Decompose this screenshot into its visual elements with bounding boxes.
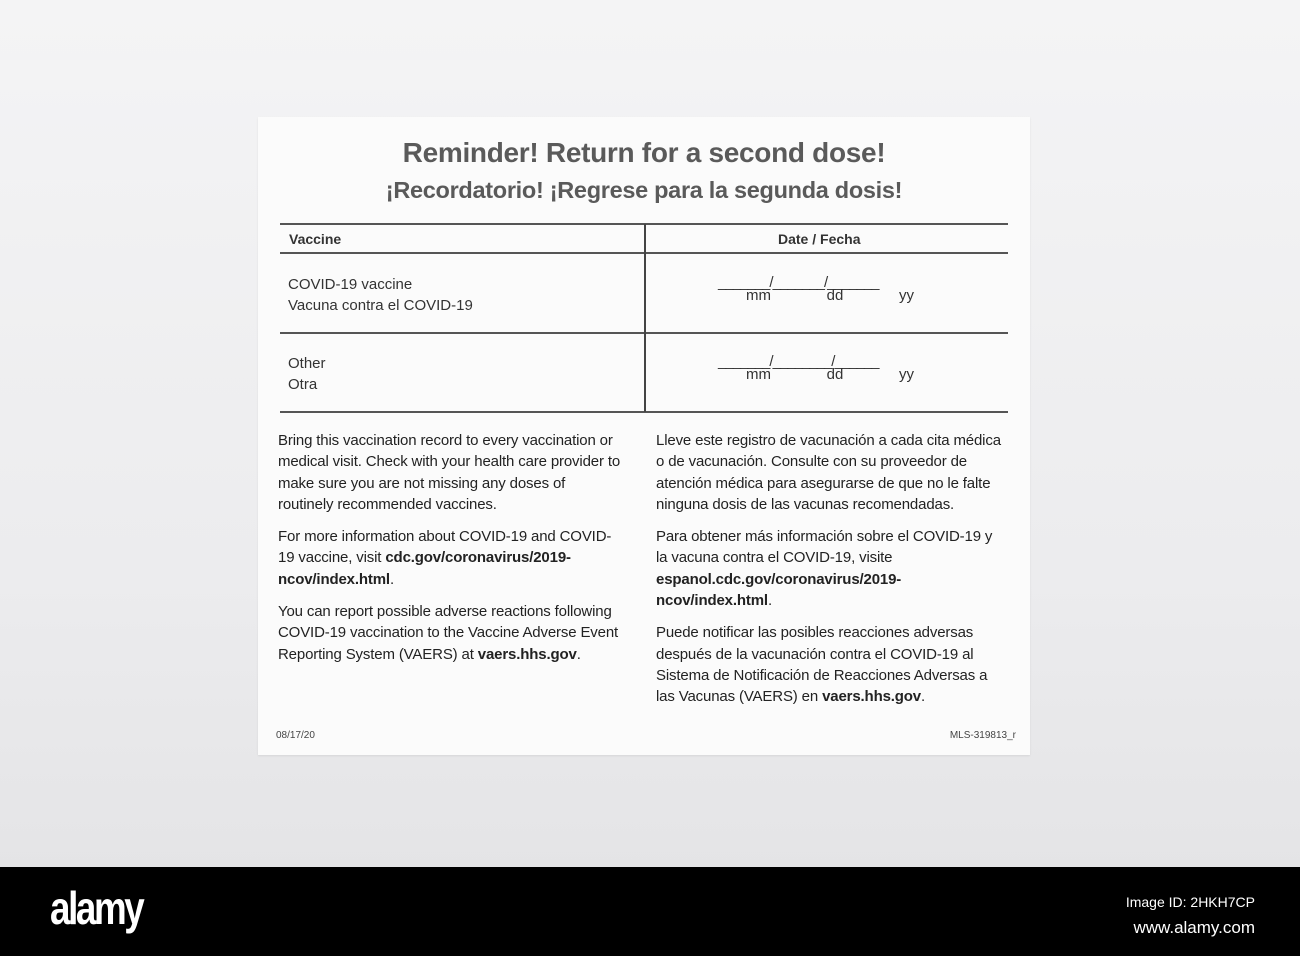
paragraph: Puede notificar las posibles reacciones adversas después de la vacunación contra el COVID-19 al Sistema de Notificación de Reacciones Adversas a las Vacunas (VAERS) en vaers.hhs.gov.: [656, 624, 988, 706]
cdc-link[interactable]: cdc.gov/coronavirus/2019-ncov/index.html: [278, 549, 571, 588]
vaers-link[interactable]: vaers.hhs.gov: [822, 688, 922, 706]
paragraph: For more information about COVID-19 and COVID-19 vaccine, visit cdc.gov/coronavirus/2019-ncov/index.html.: [278, 528, 612, 588]
yy-label: yy: [899, 287, 914, 304]
site-url: www.alamy.com: [1133, 918, 1255, 937]
image-id: Image ID: 2HKH7CP: [1125, 894, 1255, 910]
paragraph: Lleve este registro de vacunación a cada cita médica o de vacunación. Consulte con su proveedor de atención médica para asegurarse de que no le falte ninguna dosis de las vacunas recomendadas.: [656, 432, 1001, 513]
footer-code: MLS-319813_r: [949, 730, 1016, 741]
vaccine-name-en: COVID-19 vaccine: [288, 276, 413, 293]
reminder-card: [258, 117, 1030, 755]
other-en: Other: [288, 355, 326, 372]
footer-date: 08/17/20: [276, 730, 315, 741]
vaers-link[interactable]: vaers.hhs.gov: [477, 645, 577, 663]
date-blank: _______/_______/_______: [718, 274, 879, 291]
cdc-espanol-link[interactable]: espanol.cdc.gov/coronavirus/2019-ncov/index.html: [656, 570, 902, 610]
dd-label: dd: [826, 287, 844, 304]
mm-label: mm: [746, 366, 771, 383]
alamy-logo: alamy: [50, 882, 143, 934]
yy-label: yy: [899, 366, 914, 383]
title-spanish: ¡Recordatorio! ¡Regrese para la segunda dosis!: [385, 177, 903, 203]
table-row-other: [288, 353, 326, 395]
table-row-vaccine: [288, 274, 473, 316]
instructions-spanish: [656, 430, 1001, 719]
text: For more information about COVID-19 and COVID-19 vaccine, visit: [278, 528, 612, 567]
dd-label: dd: [826, 366, 844, 383]
watermark-bar: [0, 867, 1300, 956]
date-field-other[interactable]: [718, 353, 938, 383]
instructions-english: [278, 430, 623, 676]
date-field-covid[interactable]: [718, 274, 938, 304]
date-blank: _______/________/______: [718, 353, 879, 370]
header-date: Date / Fecha: [778, 231, 861, 247]
text: Para obtener más información sobre el COVID-19 y la vacuna contra el COVID-19, visite: [656, 528, 993, 567]
other-es: Otra: [288, 376, 318, 393]
paragraph: You can report possible adverse reactions following COVID-19 vaccination to the Vaccine Adverse Event Reporting System (VAERS) at vaers.hhs.gov.: [278, 603, 619, 663]
image-info: [1126, 889, 1255, 941]
text: You can report possible adverse reactions following COVID-19 vaccination to the Vaccine Adverse Event Reporting System (VAERS) at: [278, 603, 619, 663]
title-english: Reminder! Return for a second dose!: [402, 137, 886, 168]
mm-label: mm: [746, 287, 771, 304]
column-divider: [644, 224, 646, 412]
header-vaccine: Vaccine: [289, 231, 342, 247]
paragraph: Bring this vaccination record to every vaccination or medical visit. Check with your health care provider to make sure you are not missing any doses of routinely recommended vaccines.: [278, 432, 621, 513]
text: Puede notificar las posibles reacciones adversas después de la vacunación contra el COVID-19 al Sistema de Notificación de Reacciones Adversas a las Vacunas (VAERS) en: [656, 624, 988, 706]
vaccine-name-es: Vacuna contra el COVID-19: [288, 297, 473, 314]
paragraph: Para obtener más información sobre el COVID-19 y la vacuna contra el COVID-19, visite espanol.cdc.gov/coronavirus/2019-ncov/index.html.: [656, 528, 993, 610]
